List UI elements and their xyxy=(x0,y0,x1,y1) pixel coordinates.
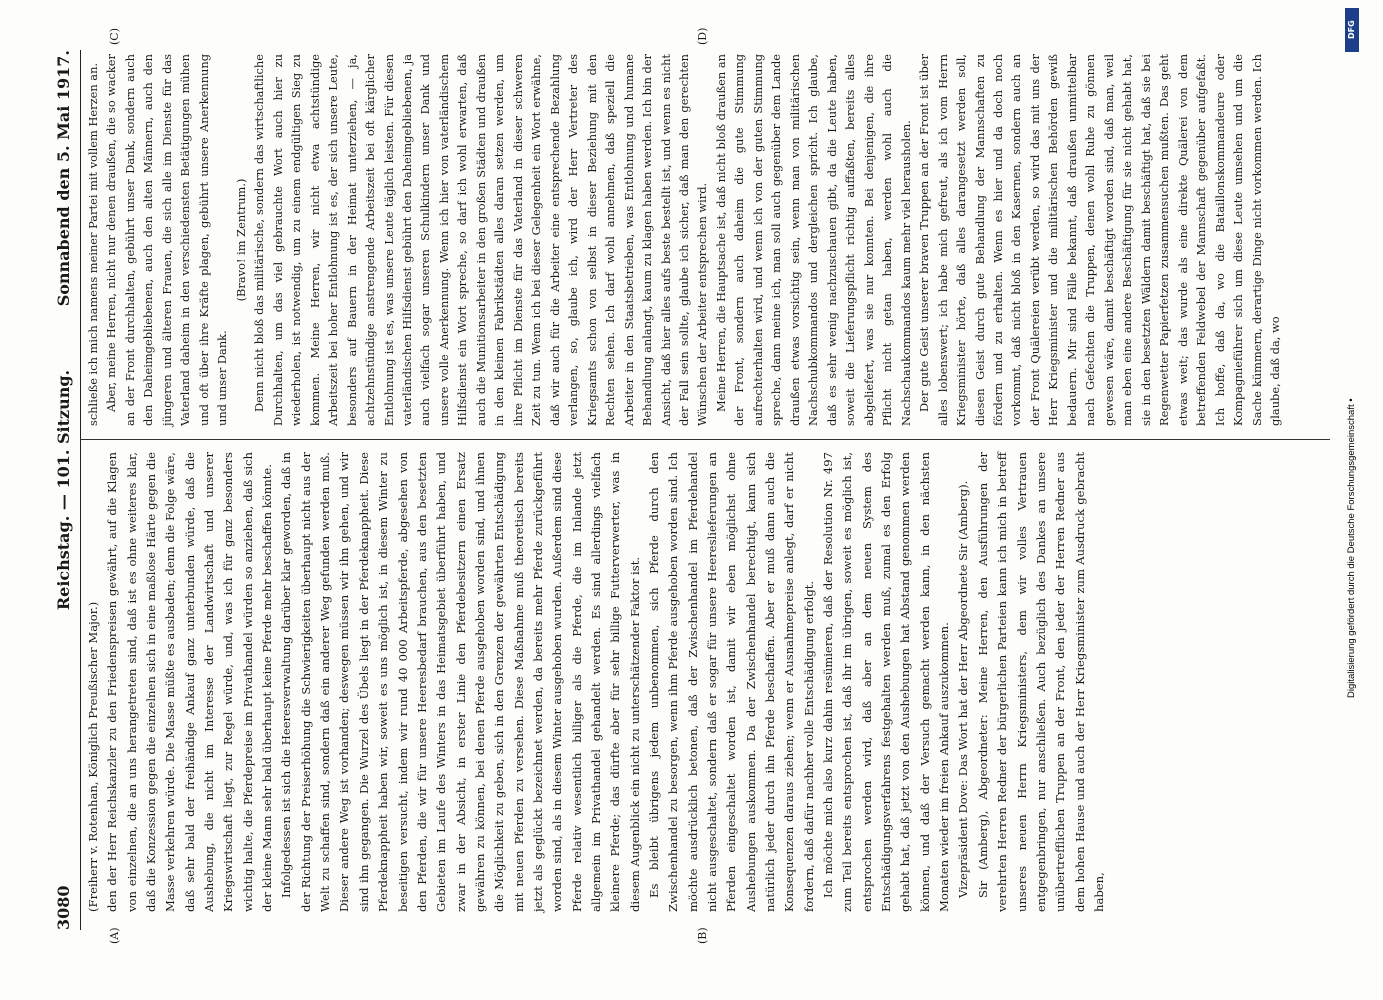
interjection: (Bravo! im Zentrum.) xyxy=(233,178,248,302)
margin-mark-c: (C) xyxy=(108,28,121,45)
speaker-attribution: (Freiherr v. Rotenhan, Königlich Preußischer Major.) xyxy=(86,601,100,912)
column-divider xyxy=(80,439,1330,440)
session-title: Reichstag. — 101. Sitzung. xyxy=(54,369,73,611)
paragraph: Es bleibt übrigens jedem unbenommen, sich Pferde durch den Zwischenhandel zu besorgen, wenn ihm Pferde ausgehoben worden sind. Ich möchte ausdrücklich betonen, daß der Zwischenhandel im Pferdehandel nicht ausgeschaltet, sondern daß er sogar für unsere Heereslieferungen an Pferden eingeschaltet worden ist, damit wir eben möglichst ohne Aushebungen auskommen. Da der Zwischenhandel berechtigt, kann sich natürlich jeder durch ihn Pferde beschaffen. Aber er muß dann auch die Konsequenzen daraus ziehen; wenn er Ausnahmepreise anlegt, darf er nicht fordern, daß dafür nachher volle Entschädigung erfolgt. xyxy=(646,452,816,912)
paragraph: Ich möchte mich also kurz dahin resümieren, daß der Resolution Nr. 497 zum Teil bereits entsprochen ist, daß ihr im übrigen, soweit es möglich ist, entsprochen werden wird, daß aber an dem neuen System des Entschädigungsverfahrens festgehalten werden muß, zumal es den Erfolg gehabt hat, daß jetzt von den Aushebungen hat Abstand genommen werden können, und daß der Versuch gemacht werden kann, in den nächsten Monaten wieder im freien Ankauf auszukommen. xyxy=(821,452,952,912)
margin-mark-a: (A) xyxy=(108,927,121,944)
page-number: 3080 xyxy=(54,885,73,930)
left-column xyxy=(84,452,1109,912)
page-header xyxy=(52,50,78,930)
paragraph: Sir (Amberg), Abgeordneter: Meine Herren, den Ausführungen der verehrten Herren Redner der bürgerlichen Parteien kann ich mich in betreff unseres neuen Herrn Kriegsministers, dem wir volles Vertrauen entgegenbringen, nur anschließen. Auch bezüglich des Dankes an unsere unübertrefflichen Truppen an der Front, den jeder der Herren Redner aus dem hohen Hause und auch der Herr Kriegsminister zum Ausdruck gebracht haben, xyxy=(975,452,1106,912)
margin-mark-b: (B) xyxy=(696,927,709,944)
paragraph: Meine Herren, die Hauptsache ist, daß nicht bloß draußen an der Front, sondern auch daheim die gute Stimmung aufrechterhalten wird, und wenn ich von der guten Stimmung spreche, dann meine ich, man soll auch gegenüber dem Lande draußen etwas vorsichtig sein, wenn man von militärischen Nachschubkommandos und dergleichen spricht. Ich glaube, daß es sehr wenig nachzuschauen gibt, da die Leute haben, soweit die Lieferungspflicht richtig auffaßten, bereits alles abgeliefert, was sie nur konnten. Bei denjenigen, die ihre Pflicht nicht getan haben, werden wohl auch die Nachschaukommandos kaum mehr viel herausholen. xyxy=(713,54,913,426)
paragraph: Vizepräsident Dove: Das Wort hat der Herr Abgeordnete Sir (Amberg). xyxy=(956,480,971,898)
paragraph: den der Herr Reichskanzler zu den Friedenspreisen gewährt, auf die Klagen von einzelnen, die an uns herangetreten sind, daß ist es ohne weiteres klar, daß die Konzession gegen die einzelnen sich in eine maßlose Härte gegen die Masse verkehren würde. Die Masse müßte es ausbaden; denn die Folge wäre, daß sehr bald der freihändige Ankauf ganz unterbunden würde, daß die Aushebung, die nicht im Interesse der Landwirtschaft und unserer Kriegswirtschaft liegt, zur Regel würde, und, was ich für ganz besonders wichtig halte, die Pferdepreise im Privathandel würden so anziehen, daß sich der kleine Mann sehr bald überhaupt keine Pferde mehr beschaffen könnte. xyxy=(105,452,275,912)
right-column xyxy=(84,54,1284,426)
digitization-credit: Digitalisierung gefördert durch die Deutsche Forschungsgemeinschaft • xyxy=(1346,398,1357,698)
paragraph: Infolgedessen ist sich die Heeresverwaltung darüber klar geworden, daß in der Richtung der Preiserhöhung die Schwierigkeiten überhaupt nicht aus der Welt zu schaffen sind, sondern daß ein anderer Weg gefunden werden muß. Dieser andere Weg ist vorhanden; deswegen müssen wir ihn gehen, und wir sind ihn gegangen. Die Wurzel des Übels liegt in der Pferdeknappheit. Diese Pferdeknappheit haben wir, soweit es uns möglich ist, in diesem Winter zu beseitigen versucht, indem wir rund 40 000 Arbeitspferde, abgesehen von den Pferden, die wir für unsere Heeresbedarf brauchen, aus den besetzten Gebieten im Laufe des Winters in das Heimatsgebiet überführt haben, und zwar in der Absicht, in erster Linie den Pferdebesitzern einen Ersatz gewähren zu können, bei denen Pferde ausgehoben worden sind, und ihnen die Möglichkeit zu geben, sich in den Grenzen der gewährten Entschädigung mit neuen Pferden zu versehen. Diese Maßnahme muß theoretisch bereits jetzt als geglückt bezeichnet werden, da bereits mehr Pferde zurückgeführt worden sind, als in diesem Winter ausgehoben wurden. Außerdem sind diese Pferde relativ wesentlich billiger als die Pferde, die im Inlande jetzt allgemein im Privathandel gehandelt werden. Es sind allerdings vielfach kleinere Pferde; das dürfte aber für sehr billige Futterverwerter, was in diesem Augenblick ein nicht zu unterschätzender Faktor ist. xyxy=(279,452,642,912)
paragraph: Aber, meine Herren, nicht nur denen draußen, die so wacker an der Front durchhalten, gebührt unser Dank, sondern auch den Daheimgebliebenen, auch den alten Männern, auch den jüngeren und älteren Frauen, die sich alle im Dienste für das Vaterland daheim in den verschiedensten Betätigungen mühen und oft über ihre Kräfte plagen, gebührt unsere Anerkennung und unser Dank. xyxy=(104,54,230,426)
margin-mark-d: (D) xyxy=(696,27,709,45)
paragraph: schließe ich mich namens meiner Partei mit vollem Herzen an. xyxy=(86,62,100,426)
header-rule xyxy=(80,50,81,930)
dfg-logo: DFG xyxy=(1345,8,1359,52)
paragraph: Denn nicht bloß das militärische, sondern das wirtschaftliche Durchhalten, um das viel gebrauchte Wort auch hier zu wiederholen, ist notwendig, um zu einem endgültigen Sieg zu kommen. Meine Herren, wir nicht etwa achtstündige Arbeitszeit bei hoher Entlohnung ist es, der sich unsere Leute, besonders auf Bauern in der Heimat unterziehen, — ja, achtzehnstündige anstrengende Arbeitszeit bei oft kärglicher Entlohnung ist es, was unsere Leute täglich leisten. Für diesen vaterländischen Hilfsdienst gebührt den Daheimgebliebenen, ja auch vielfach sogar unseren Schulkindern unser Dank und unsere volle Anerkennung. Wenn ich hier von vaterländischem Hilfsdienst ein Wort spreche, so darf ich wohl erwarten, daß auch die Munitionsarbeiter in den großen Städten und draußen in den kleinen Fabrikstädten alles daran setzen werden, um ihre Pflicht im Dienste für das Vaterland in dieser schweren Zeit zu tun. Wenn ich bei dieser Gelegenheit ein Wort erwähne, daß wir auch für die Arbeiter eine entsprechende Bezahlung verlangen, so, glaube ich, wird der Herr Vertreter des Kriegsamts schon von selbst in dieser Beziehung mit den Rechten sehen. Ich darf wohl annehmen, daß speziell die Arbeiter in den Staatsbetrieben, was Entlohnung und humane Behandlung anlangt, kaum zu klagen haben werden. Ich bin der Ansicht, daß hier alles aufs beste bestellt ist, und wenn es nicht der Fall sein sollte, glaube ich sicher, daß man den gerechten Wünschen der Arbeiter entsprechen wird. xyxy=(252,54,710,426)
paragraph: Der gute Geist unserer braven Truppen an der Front ist über alles lobenswert; ich habe mich gefreut, als ich vom Herrn Kriegsminister hörte, daß alles darangesetzt werden soll, diesen Geist durch gute Behandlung der Mannschaften zu fördern und zu erhalten. Wenn es hier und da doch noch vorkommt, daß nicht bloß in den Kasernen, sondern auch an der Front Quälereien verübt werden, so wird das mit uns der Herr Kriegsminister und die militärischen Behörden gewiß bedauern. Mir sind Fälle bekannt, daß draußen unmittelbar nach Gefechten die Truppen, denen wohl Ruhe zu gönnen gewesen wäre, damit beschäftigt worden sind, daß man, weil man eben eine andere Beschäftigung für sie nicht gehabt hat, sie in den besetzten Wäldern damit beschäftigt hat, daß sie bei Regenwetter Papierfetzen zusammensuchen mußten. Das geht etwas weit; das wurde als eine direkte Quälerei von dem betreffenden Feldwebel der Mannschaft gegenüber aufgefaßt. Ich hoffe, daß da, wo die Bataillonskommandeure oder Kompagnieführer sich um diese Leute umsehen und um die Sache kümmern, derartige Dinge nicht vorkommen werden. Ich glaube, daß da, wo xyxy=(917,54,1282,426)
session-date: Sonnabend den 5. Mai 1917. xyxy=(54,50,73,307)
